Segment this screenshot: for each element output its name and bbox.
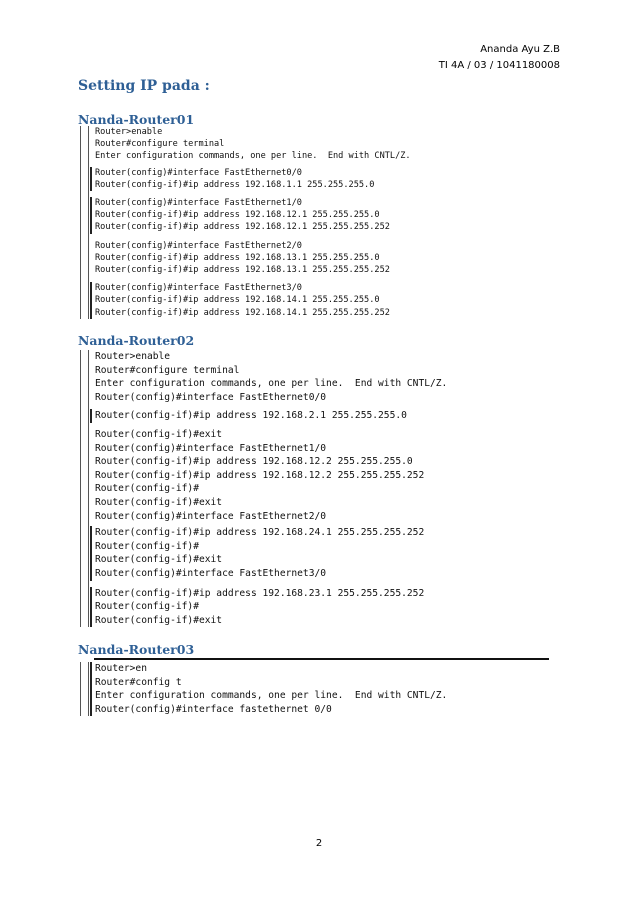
terminal-line: Router(config-if)#ip address 192.168.12.2 255.255.255.252 (95, 469, 425, 481)
terminal-line: Router(config-if)# (95, 540, 199, 552)
page-title: Setting IP pada : (78, 78, 210, 94)
header-info: TI 4A / 03 / 1041180008 (438, 60, 560, 71)
terminal-line: Router(config-if)#ip address 192.168.1.1 255.255.255.0 (95, 179, 375, 190)
terminal-fragment (81, 428, 447, 523)
terminal-fragment (81, 526, 447, 580)
terminal-line: Enter configuration commands, one per line. End with CNTL/Z. (95, 378, 448, 390)
terminal-block-router03 (80, 662, 447, 716)
terminal-line: Router>enable (95, 351, 171, 362)
terminal-fragment (81, 662, 447, 716)
terminal-block-router02 (80, 350, 447, 627)
terminal-fragment (81, 126, 411, 163)
terminal-line: Router(config-if)#ip address 192.168.14.1 255.255.255.252 (95, 307, 390, 318)
terminal-line: Enter configuration commands, one per line. End with CNTL/Z. (95, 151, 411, 162)
section-heading-router01: Nanda-Router01 (78, 112, 195, 127)
terminal-fragment (81, 240, 411, 277)
terminal-line: Router(config-if)#ip address 192.168.14.1 255.255.255.0 (95, 295, 380, 306)
terminal-fragment (81, 409, 447, 423)
page-header (439, 42, 560, 74)
section-heading-router02: Nanda-Router02 (78, 333, 195, 348)
terminal-line: Router(config-if)#ip address 192.168.12.1 255.255.255.252 (95, 222, 390, 233)
terminal-line: Router#config t (95, 676, 182, 688)
terminal-line: Router(config)#interface FastEthernet2/0 (95, 510, 327, 522)
terminal-line: Router(config-if)#ip address 192.168.12.2 255.255.255.0 (95, 456, 413, 468)
terminal-fragment (81, 197, 411, 234)
terminal-fragment (81, 167, 411, 191)
terminal-line: Router(config-if)#exit (95, 614, 223, 626)
terminal-line: Router(config)#interface FastEthernet0/0 (95, 167, 302, 178)
terminal-line: Router>en (95, 663, 147, 674)
terminal-line: Router(config-if)# (95, 483, 199, 495)
terminal-line: Router(config)#interface FastEthernet1/0 (95, 442, 327, 454)
terminal-fragment (81, 282, 411, 319)
terminal-line: Router(config-if)#ip address 192.168.13.1 255.255.255.0 (95, 252, 380, 263)
terminal-line: Router(config-if)#ip address 192.168.24.1 255.255.255.252 (95, 527, 425, 539)
terminal-line: Router(config-if)#ip address 192.168.2.1 255.255.255.0 (95, 410, 407, 422)
header-author: Ananda Ayu Z.B (480, 44, 560, 55)
terminal-line: Router(config-if)#ip address 192.168.13.1 255.255.255.252 (95, 265, 390, 276)
terminal-fragment (81, 587, 447, 628)
terminal-line: Router(config-if)#exit (95, 554, 223, 566)
terminal-line: Router(config)#interface fastethernet 0/0 (95, 703, 332, 715)
terminal-line: Router(config-if)#exit (95, 496, 223, 508)
terminal-line: Router(config)#interface FastEthernet1/0 (95, 198, 302, 209)
terminal-line: Router(config)#interface FastEthernet2/0 (95, 240, 302, 251)
terminal-line: Router#configure terminal (95, 364, 240, 376)
terminal-line: Router(config-if)#ip address 192.168.23.1 255.255.255.252 (95, 587, 425, 599)
terminal-top-border (94, 658, 549, 660)
terminal-line: Router(config)#interface FastEthernet3/0 (95, 283, 302, 294)
terminal-line: Router(config-if)#exit (95, 428, 223, 440)
terminal-fragment (81, 350, 447, 404)
section-heading-router03: Nanda-Router03 (78, 642, 195, 657)
terminal-line: Router#configure terminal (95, 139, 225, 150)
page-number: 2 (315, 838, 323, 849)
terminal-line: Router(config-if)#ip address 192.168.12.1 255.255.255.0 (95, 210, 380, 221)
terminal-block-router01 (80, 126, 411, 319)
terminal-line: Router>enable (95, 127, 163, 137)
terminal-line: Router(config)#interface FastEthernet3/0 (95, 567, 327, 579)
terminal-line: Router(config)#interface FastEthernet0/0 (95, 391, 327, 403)
terminal-line: Router(config-if)# (95, 601, 199, 613)
terminal-line: Enter configuration commands, one per line. End with CNTL/Z. (95, 690, 448, 702)
